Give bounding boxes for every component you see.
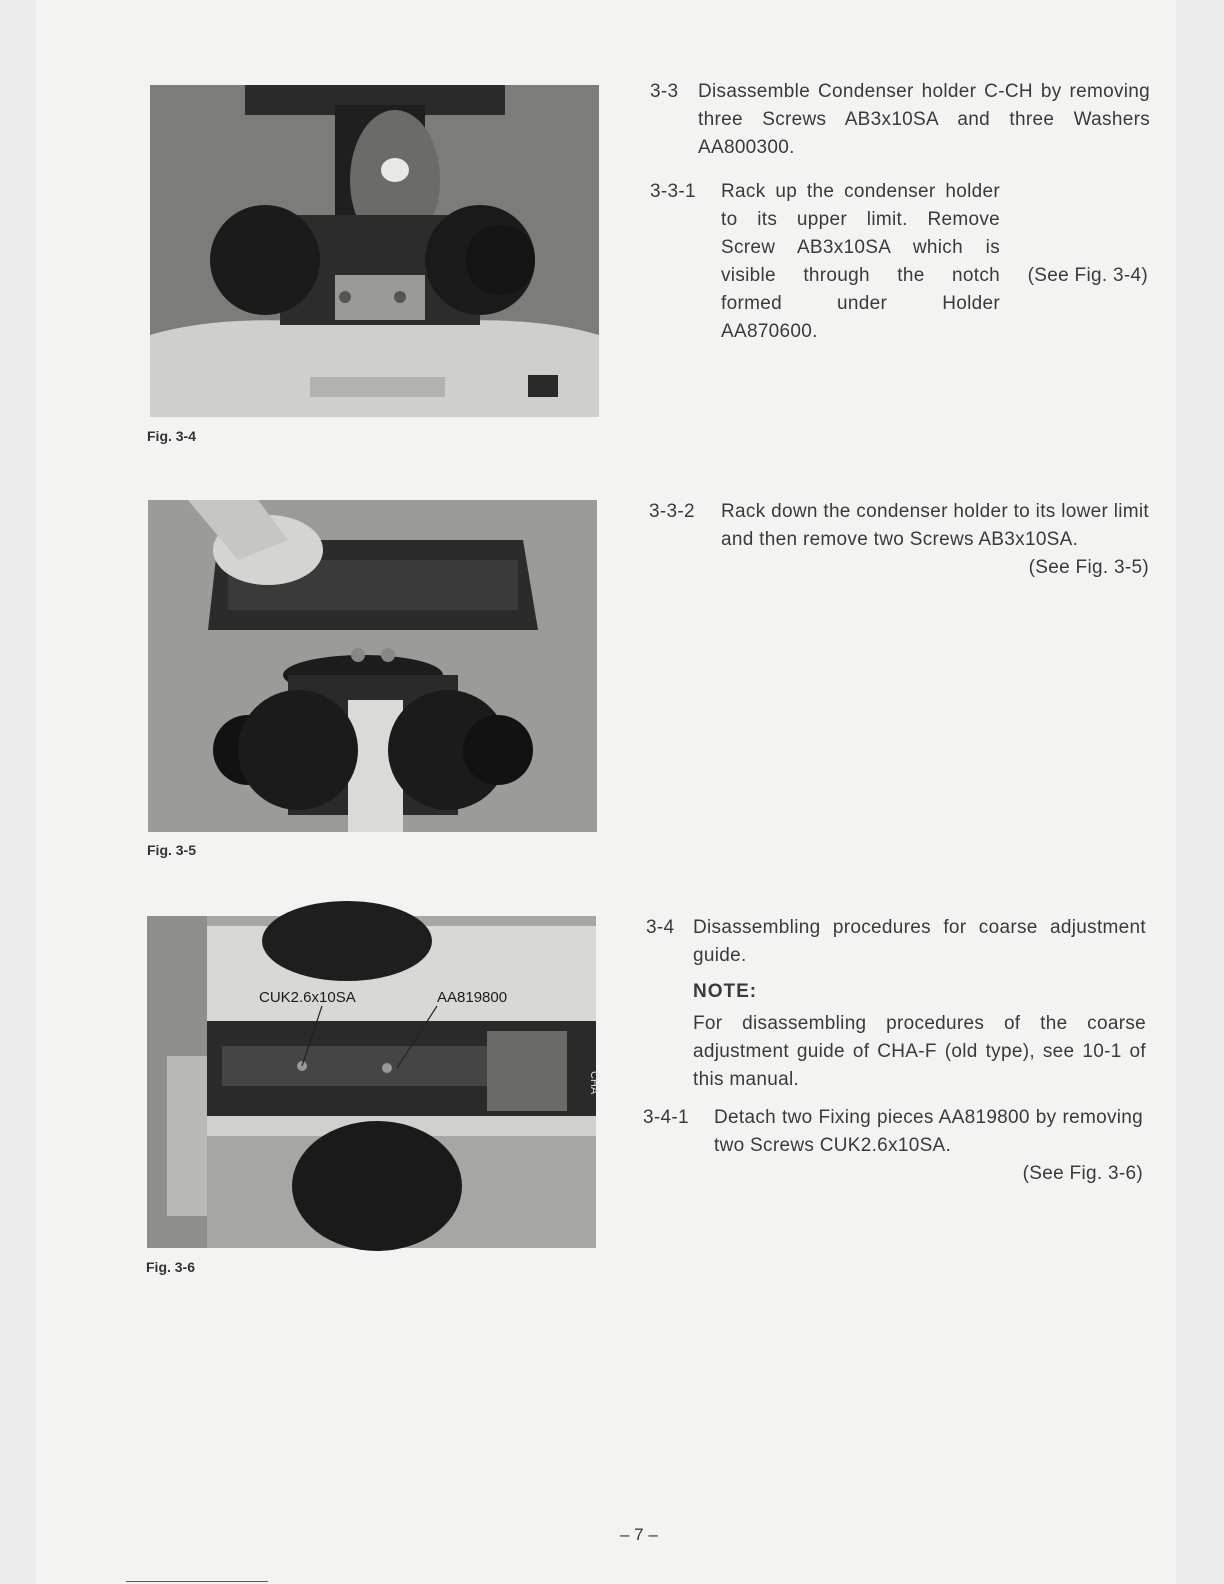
figure-reference: (See Fig. 3-6) [1022,1163,1143,1184]
section-3-3 [650,78,1150,162]
section-text: Disassembling procedures for coarse adjustment guide. [693,917,1146,966]
section-text: Rack up the condenser holder to its upper limit. Remove Screw AB3x10SA which is visible through the notch formed under Holder AA870600. [721,181,1000,342]
section-3-4 [646,914,1146,1094]
section-text: Detach two Fixing pieces AA819800 by removing two Screws CUK2.6x10SA. [714,1107,1143,1156]
page-number: – 7 – [620,1525,658,1544]
figure-3-6-photo [147,916,600,1248]
section-3-4-1 [643,1104,1143,1188]
figure-3-6-caption: Fig. 3-6 [146,1259,196,1275]
figure-3-4-photo [150,85,599,417]
microscope-condenser-image [150,85,599,417]
figure-reference: (See Fig. 3-5) [1028,557,1149,578]
bottom-link-underline[interactable] [126,1581,268,1582]
note-text: For disassembling procedures of the coarse adjustment guide of CHA-F (old type), see 10-1 of this manual. [693,1013,1146,1090]
figure-reference: (See Fig. 3-4) [1027,265,1148,286]
figure-3-5-photo [148,500,597,832]
figure-3-5-caption: Fig. 3-5 [147,842,197,858]
section-text: Disassemble Condenser holder C-CH by removing three Screws AB3x10SA and three Washers AA800300. [698,81,1150,158]
section-number: 3-3-1 [650,181,696,202]
figure-3-4-caption: Fig. 3-4 [147,428,197,444]
section-number: 3-3-2 [649,501,695,522]
section-3-3-1 [650,178,1150,346]
note-block [693,978,1146,1094]
section-number: 3-4 [646,917,675,938]
section-3-3-2 [649,498,1149,582]
callout-fixing-piece: AA819800 [437,989,508,1006]
callout-screw: CUK2.6x10SA [259,989,356,1006]
microscope-stage-image [148,500,597,832]
section-text: Rack down the condenser holder to its lower limit and then remove two Screws AB3x10SA. [721,501,1149,550]
coarse-adjustment-guide-image [147,916,600,1248]
side-label-cha: CHA [588,1071,600,1095]
section-number: 3-3 [650,81,679,102]
note-heading: NOTE: [693,981,758,1002]
section-number: 3-4-1 [643,1107,689,1128]
